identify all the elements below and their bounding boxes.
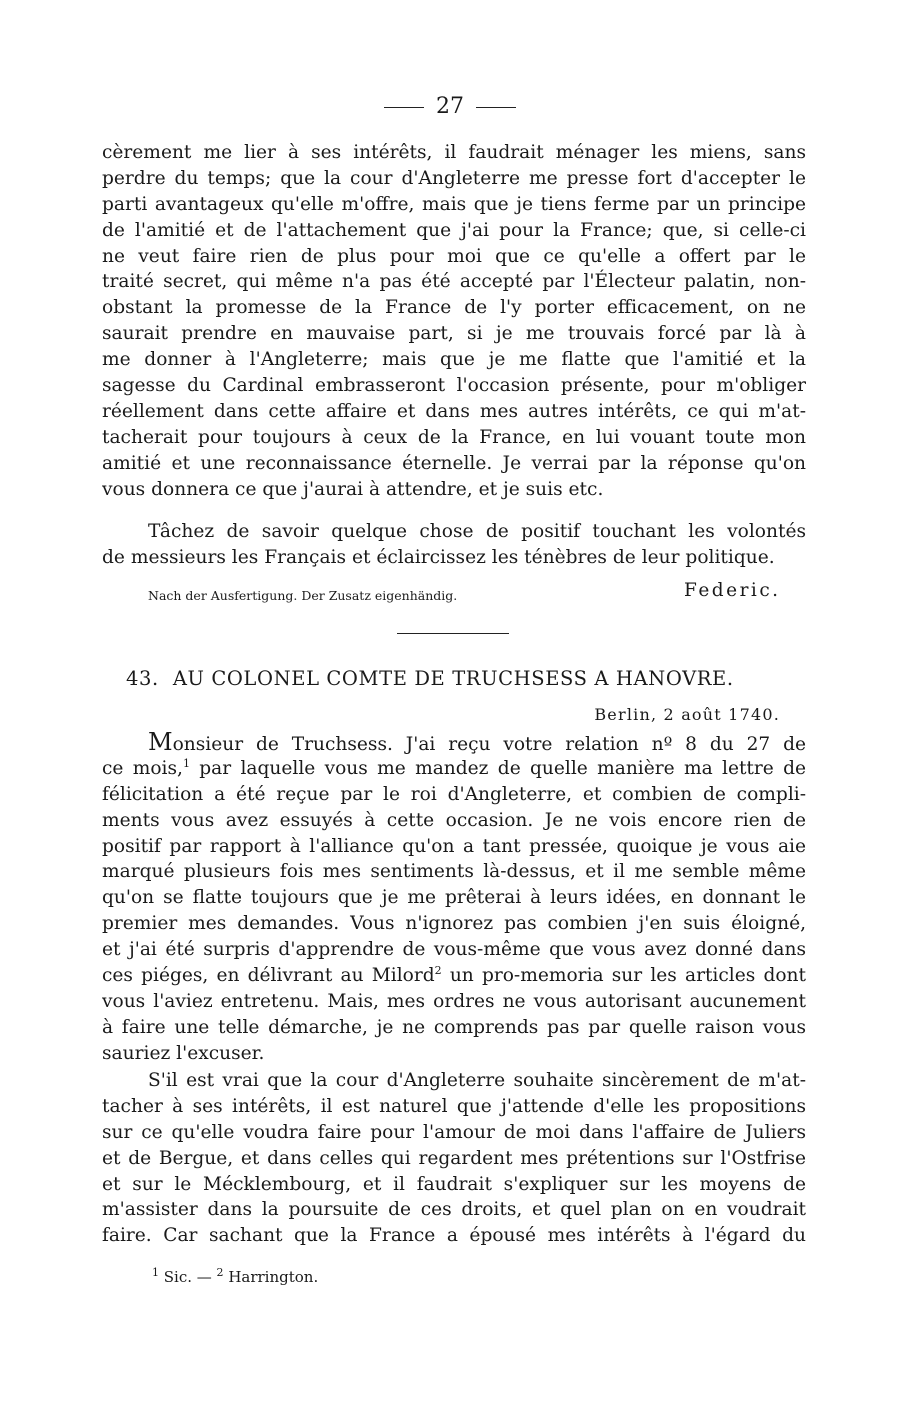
- drop-cap: M: [148, 730, 173, 756]
- signature: Federic.: [684, 580, 781, 601]
- text-line: et de Bergue, et dans celles qui regardent mes prétentions sur l'Ostfrise: [102, 1147, 806, 1169]
- text-line: Monsieur de Truchsess. J'ai reçu votre relation nº 8 du 27 de: [148, 730, 806, 756]
- text-line: de messieurs les Français et éclaircissez les ténèbres de leur politique.: [102, 546, 775, 568]
- text-line: sur ce qu'elle voudra faire pour l'amour de moi dans l'affaire de Juliers: [102, 1121, 806, 1143]
- text-line: parti avantageux qu'elle m'offre, mais que je tiens ferme par un principe: [102, 193, 806, 215]
- footnote-marker: 2: [216, 1266, 224, 1279]
- text-line: obstant la promesse de la France de l'y porter efficacement, on ne: [102, 297, 806, 319]
- text-line: ne veut faire rien de plus pour moi que ce qu'elle a offert par le: [102, 245, 806, 267]
- text-line: félicitation a été reçue par le roi d'Angleterre, et combien de compli-: [102, 783, 806, 805]
- text-line: vous donnera ce que j'aurai à attendre, et je suis etc.: [102, 478, 604, 500]
- text-line: ces piéges, en délivrant au Milord$^2$ un pro-memoria sur les articles dont: [102, 963, 806, 987]
- text-line: me donner à l'Angleterre; mais que je me flatte que l'amitié et la: [102, 349, 806, 371]
- text-line: amitié et une reconnaissance éternelle. Je verrai par la réponse qu'on: [102, 452, 806, 474]
- text-line: ments vous avez essuyés à cette occasion. Je ne vois encore rien de: [102, 809, 806, 831]
- text-line: et j'ai été surpris d'apprendre de vous-même que vous avez donné dans: [102, 939, 806, 961]
- source-note: Nach der Ausfertigung. Der Zusatz eigenhändig.: [148, 588, 458, 603]
- text-line: S'il est vrai que la cour d'Angleterre souhaite sincèrement de m'at-: [148, 1070, 806, 1091]
- text-line: perdre du temps; que la cour d'Angleterre me presse fort d'accepter le: [102, 167, 806, 189]
- page-number: 27: [436, 94, 464, 119]
- text-line: et sur le Mécklembourg, et il faudrait s'expliquer sur les moyens de: [102, 1173, 806, 1195]
- text-line: faire. Car sachant que la France a épousé mes intérêts à l'égard du: [102, 1225, 806, 1247]
- text-line: tacher à ses intérêts, il est naturel que j'attende d'elle les propositions: [102, 1095, 806, 1117]
- text-line: tacherait pour toujours à ceux de la France, en lui vouant toute mon: [102, 426, 806, 448]
- letter-43-paragraph-1: [102, 730, 806, 1067]
- letter-number: 43.: [126, 667, 159, 690]
- text-line: sauriez l'excuser.: [102, 1042, 265, 1064]
- text-line: ce mois,$^1$ par laquelle vous me mandez de quelle manière ma lettre de: [102, 756, 806, 779]
- text-line: marqué plusieurs fois mes sentiments là-dessus, et il me semble même: [102, 861, 806, 883]
- text-line: cèrement me lier à ses intérêts, il faudrait ménager les miens, sans: [102, 142, 806, 163]
- dateline: Berlin, 2 août 1740.: [594, 705, 780, 724]
- text-line: saurait prendre en mauvaise part, si je me trouvais forcé par là à: [102, 323, 806, 345]
- text-line: vous l'aviez entretenu. Mais, mes ordres ne vous autorisant aucunement: [102, 990, 806, 1012]
- text-line: à faire une telle démarche, je ne comprends pas par quelle raison vous: [102, 1016, 806, 1038]
- text-line: sagesse du Cardinal embrasseront l'occasion présente, pour m'obliger: [102, 375, 806, 397]
- footnote-ref: 2: [434, 963, 442, 977]
- header-dash-left: [384, 107, 424, 108]
- text-line: m'assister dans la poursuite de ces droits, et quel plan on en voudrait: [102, 1199, 806, 1221]
- section-divider: [397, 633, 509, 634]
- footnote-ref: 1: [182, 756, 190, 770]
- text-line: qu'on se flatte toujours que je me prêterai à leurs idées, en donnant le: [102, 887, 806, 909]
- letter-43-paragraph-2: [102, 1068, 806, 1249]
- letter-title: AU COLONEL COMTE DE TRUCHSESS A HANOVRE.: [172, 667, 734, 690]
- text-line: Tâchez de savoir quelque chose de positif touchant les volontés: [148, 521, 806, 542]
- text-line: réellement dans cette affaire et dans mes autres intérêts, ce qui m'at-: [102, 400, 806, 422]
- text-line: positif par rapport à l'alliance qu'on a tant pressée, quoique je vous aie: [102, 835, 806, 857]
- letter-43-heading: [126, 665, 786, 693]
- text-line: de l'amitié et de l'attachement que j'ai pour la France; que, si celle-ci: [102, 219, 806, 241]
- header-dash-right: [476, 107, 516, 108]
- text-line: traité secret, qui même n'a pas été accepté par l'Électeur palatin, non-: [102, 271, 806, 293]
- text-line: premier mes demandes. Vous n'ignorez pas combien j'en suis éloigné,: [102, 913, 806, 935]
- letter-42-body: [102, 140, 806, 502]
- footnote-text: Harrington.: [223, 1268, 319, 1286]
- letter-42-postscript: [102, 519, 806, 571]
- footnotes: [152, 1266, 318, 1288]
- footnote-text: Sic. —: [159, 1268, 217, 1286]
- footnote-marker: 1: [152, 1266, 159, 1279]
- page-header: [0, 92, 900, 122]
